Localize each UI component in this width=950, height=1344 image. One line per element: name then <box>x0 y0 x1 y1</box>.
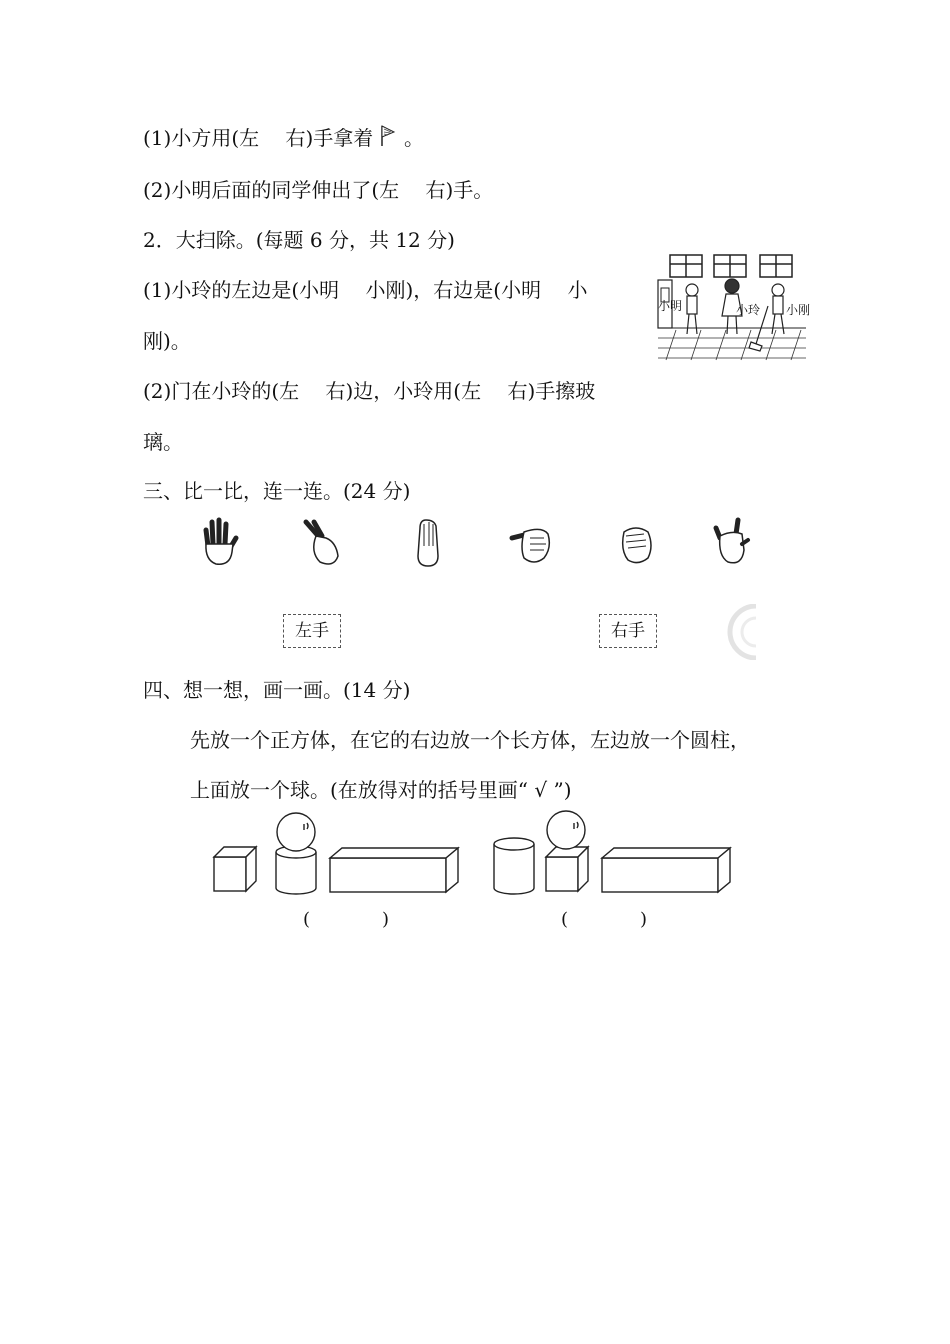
ball-shape <box>277 813 315 851</box>
label-xiaoling: 小玲 <box>736 303 761 317</box>
section-4-instruction-1: 先放一个正方体，在它的右边放一个长方体，左边放一个圆柱， <box>190 728 750 752</box>
question-2-1-line2: 刚)。 <box>143 329 191 353</box>
right-hand-label: 右手 <box>599 614 657 648</box>
hand-rock-sign-icon <box>712 516 752 568</box>
arrangement-b <box>488 810 738 896</box>
label-xiaoming: 小明 <box>658 299 683 313</box>
cylinder-shape <box>494 844 534 894</box>
question-2-1-line1: (1)小玲的左边是(小明 小刚)，右边是(小明 小 <box>143 278 588 302</box>
answer-b[interactable]: ( ) <box>561 909 648 930</box>
section-4-instruction-2: 上面放一个球。(在放得对的括号里画“ √ ”) <box>190 778 572 802</box>
cleaning-illustration <box>656 252 818 362</box>
hand-open-palm-icon <box>200 516 240 568</box>
cuboid-shape <box>330 858 446 892</box>
flag-icon <box>380 124 398 148</box>
left-hand-label: 左手 <box>283 614 341 648</box>
question-2-2-line2: 璃。 <box>143 430 183 454</box>
question-1-2: (2)小明后面的同学伸出了(左 右)手。 <box>143 178 494 202</box>
question-2-2-line1: (2)门在小玲的(左 右)边，小玲用(左 右)手擦玻 <box>143 379 596 403</box>
arrangement-a <box>210 810 465 896</box>
watermark-icon <box>722 604 756 660</box>
hand-flat-icon <box>412 516 446 570</box>
question-1-1: (1)小方用(左 右)手拿着 。 <box>143 126 425 150</box>
label-xiaogang: 小刚 <box>786 303 811 317</box>
hand-thumb-icon <box>508 520 552 568</box>
question-2-title: 2．大扫除。(每题 6 分，共 12 分) <box>143 228 455 252</box>
hand-fist-icon <box>616 522 656 568</box>
ball-shape <box>547 811 585 849</box>
answer-a[interactable]: ( ) <box>303 909 390 930</box>
cube-shape <box>214 857 246 891</box>
section-3-title: 三、比一比，连一连。(24 分) <box>143 479 411 503</box>
cube-shape <box>546 857 578 891</box>
cuboid-shape <box>602 858 718 892</box>
section-4-title: 四、想一想，画一画。(14 分) <box>143 678 411 702</box>
hand-pointing-icon <box>300 516 342 568</box>
